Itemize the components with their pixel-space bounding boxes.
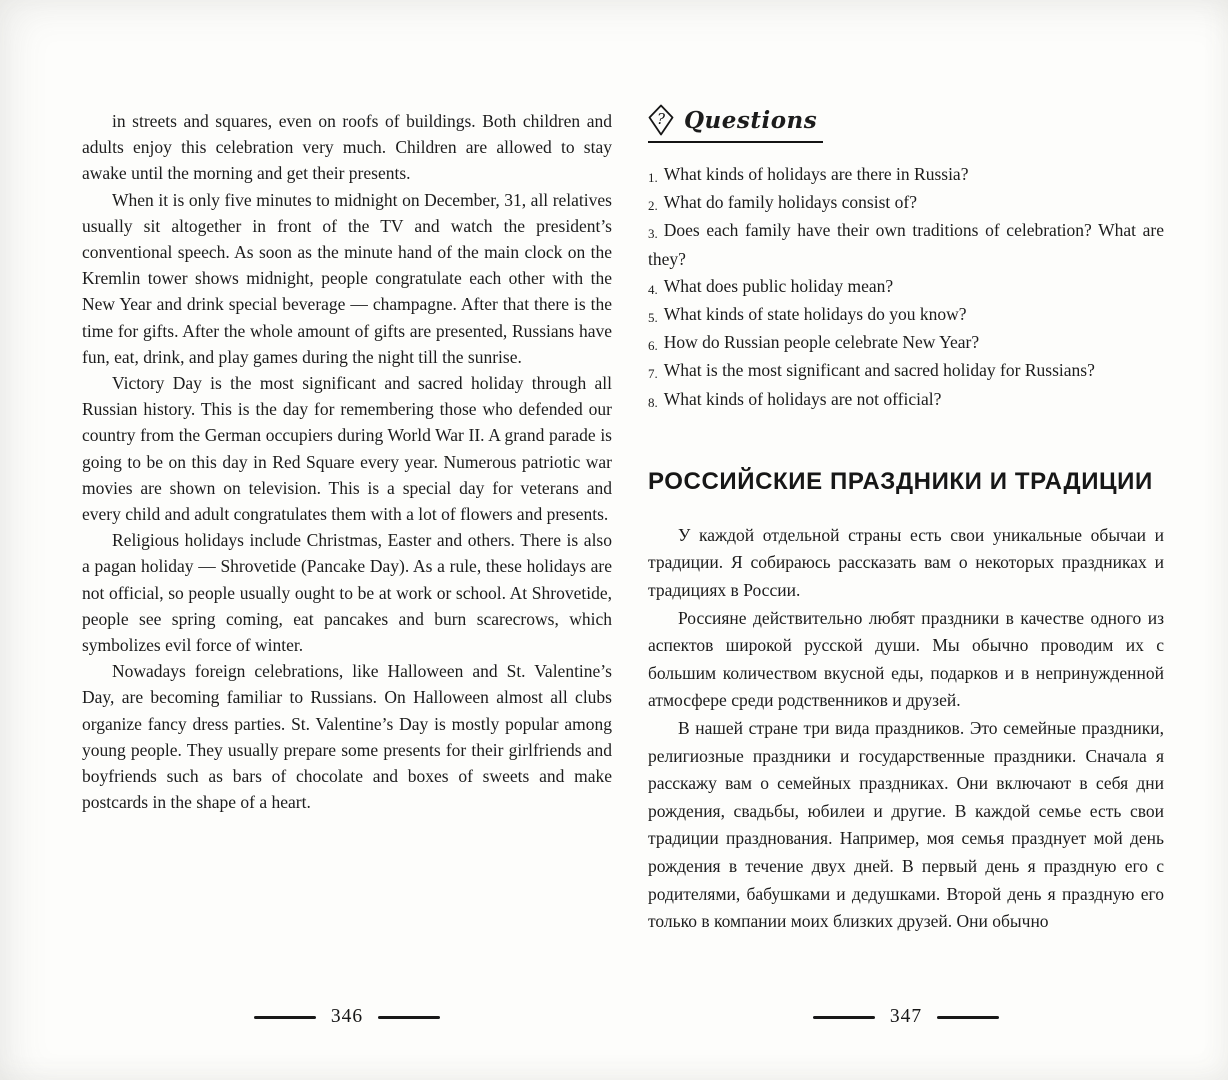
paragraph: Nowadays foreign celebrations, like Halloween and St. Valentine’s Day, are becoming familiar to Russians. On Halloween almost all clubs organize fancy dress parties. St. Valentine’s Day is mostly popular among young people. They usually prepare some presents for their girlfriends and boyfriends such as bars of chocolate and boxes of sweets and make postcards in the shape of a heart.	[82, 661, 612, 813]
question-item	[648, 273, 1164, 301]
left-page-text	[82, 108, 612, 815]
svg-text:?: ?	[656, 110, 666, 128]
questions-title: Questions	[684, 106, 818, 134]
paragraph: У каждой отдельной страны есть свои уникальные обычаи и традиции. Я собираюсь рассказать вам о некоторых праздниках и традициях в России.	[648, 524, 1164, 601]
paragraph: В нашей стране три вида праздников. Это семейные праздники, религиозные праздники и государственные праздники. Сначала я расскажу вам о семейных праздниках. Они включают в себя дни рождения, свадьбы, юбилеи и другие. В каждой семье есть свои традиции празднования. Например, моя семья празднует мой день рождения в течение двух дней. В первый день я праздную его с родителями, бабушками и дедушками. Второй день я праздную его только в компании моих близких друзей. Они обычно	[648, 717, 1164, 932]
footer-rule-left	[254, 1016, 316, 1019]
question-text: What is the most significant and sacred holiday for Russians?	[663, 360, 1095, 381]
right-page-footer	[648, 1006, 1164, 1028]
page-right	[648, 0, 1164, 1080]
question-number: 1.	[648, 170, 658, 185]
question-text: Does each family have their own traditions of celebration? What are they?	[648, 220, 1164, 269]
page-number-right: 347	[889, 1006, 923, 1027]
paragraph: in streets and squares, even on roofs of buildings. Both children and adults enjoy this celebration very much. Children are allowed to stay awake until the morning and get their presents.	[82, 111, 612, 184]
left-page-footer	[82, 1006, 612, 1028]
page-left	[82, 0, 612, 1080]
question-number: 2.	[648, 198, 658, 214]
question-text: What kinds of holidays are there in Russia?	[663, 164, 969, 184]
paragraph: Religious holidays include Christmas, Easter and others. There is also a pagan holiday — Shrovetide (Pancake Day). As a rule, these holidays are not official, so people usually ought to be at work or school. At Shrovetide, people see spring coming, eat pancakes and burn scarecrows, which symbolizes evil force of winter.	[82, 530, 612, 656]
questions-list	[648, 161, 1164, 414]
question-text: What do family holidays consist of?	[663, 192, 917, 213]
right-page-content	[648, 104, 1164, 936]
footer-rule-right	[378, 1016, 440, 1019]
footer-rule-right	[937, 1016, 999, 1019]
question-text: What kinds of holidays are not official?	[663, 388, 942, 409]
question-number: 3.	[648, 226, 658, 242]
section-title: РОССИЙСКИЕ ПРАЗДНИКИ И ТРАДИЦИИ	[648, 467, 1153, 495]
question-item	[648, 357, 1164, 385]
question-number: 6.	[648, 338, 658, 354]
question-item	[648, 217, 1164, 272]
paragraph: Victory Day is the most significant and sacred holiday through all Russian history. This is the day for remembering those who defended our country from the German occupiers during World War II. A grand parade is going to be on this day in Red Square every year. Numerous patriotic war movies are shown on television. This is a special day for veterans and every child and adult congratulates them with a lot of flowers and presents.	[82, 373, 612, 525]
russian-text	[648, 522, 1164, 936]
page-number-left: 346	[330, 1006, 364, 1027]
questions-header	[648, 104, 823, 143]
question-item	[648, 329, 1164, 357]
question-number: 7.	[648, 366, 658, 382]
question-number: 4.	[648, 281, 658, 297]
paragraph: Россияне действительно любят праздники в качестве одного из аспектов широкой русской души. Мы обычно проводим их с большим количеством вкусной еды, подарков и в непринужденной атмосфере среди родственников и друзей.	[648, 607, 1164, 711]
paragraph: When it is only five minutes to midnight on December, 31, all relatives usually sit altogether in front of the TV and watch the president’s conventional speech. As soon as the minute hand of the main clock on the Kremlin tower shows midnight, people congratulate each other with the New Year and drink special beverage — champagne. After that there is the time for gifts. After the whole amount of gifts are presented, Russians have fun, eat, drink, and play games during the night till the sunrise.	[82, 189, 612, 367]
question-number: 5.	[648, 310, 658, 326]
question-item	[648, 386, 1164, 414]
question-text: How do Russian people celebrate New Year?	[663, 332, 980, 353]
footer-rule-left	[813, 1016, 875, 1019]
question-item	[648, 301, 1164, 329]
question-item	[648, 189, 1164, 217]
question-item	[648, 161, 1164, 189]
question-text: What does public holiday mean?	[663, 275, 894, 296]
question-number: 8.	[648, 394, 658, 410]
question-text: What kinds of state holidays do you know?	[663, 304, 967, 325]
question-mark-nib-icon	[648, 104, 674, 136]
